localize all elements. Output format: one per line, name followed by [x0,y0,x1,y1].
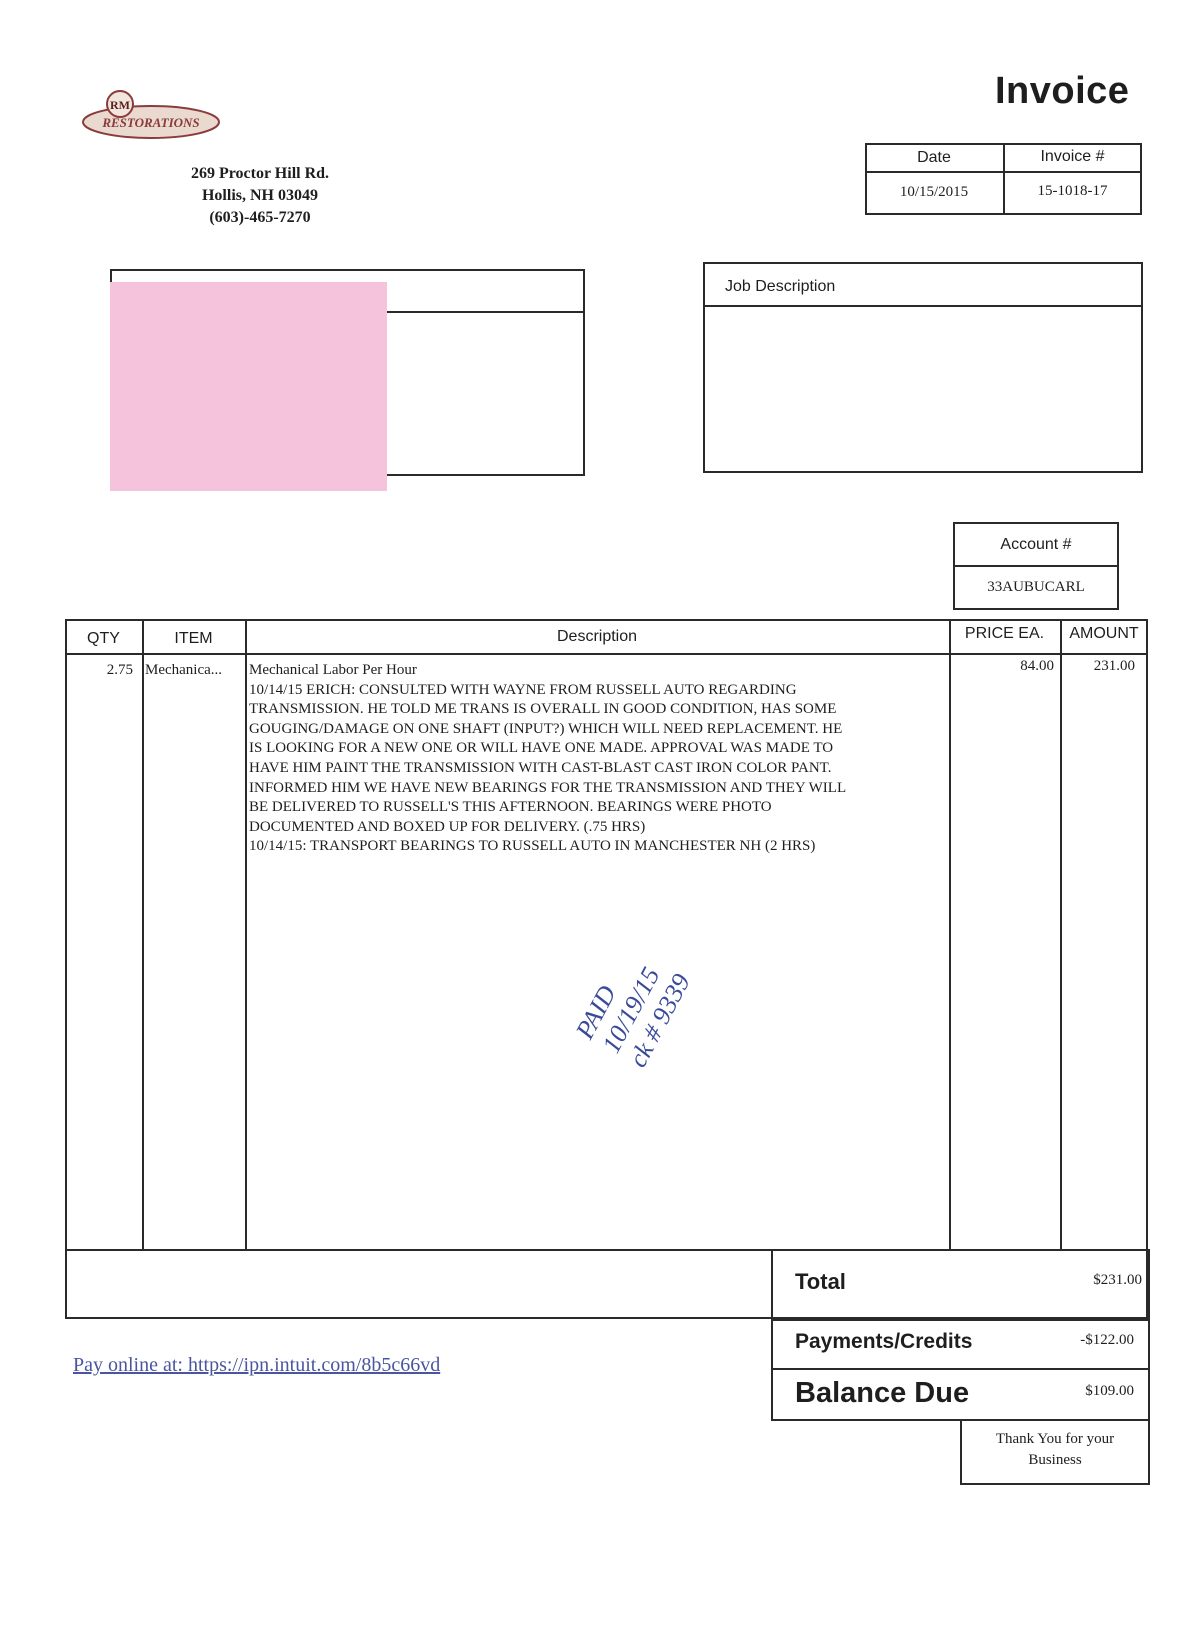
balance-due-value: $109.00 [1085,1383,1134,1399]
svg-text:RESTORATIONS: RESTORATIONS [102,115,200,130]
invoice-number-label: Invoice # [1040,148,1105,165]
company-logo [80,86,222,146]
company-phone: (603)-465-7270 [209,209,311,226]
redaction-patch [110,282,387,491]
payments-credits-label: Payments/Credits [795,1330,973,1353]
description-line: IS LOOKING FOR A NEW ONE OR WILL HAVE ONE MADE. APPROVAL WAS MADE TO [249,740,834,757]
description-line: GOUGING/DAMAGE ON ONE SHAFT (INPUT?) WHICH WILL NEED REPLACEMENT. HE [249,720,843,737]
description-line: TRANSMISSION. HE TOLD ME TRANS IS OVERALL IN GOOD CONDITION, HAS SOME [249,701,837,718]
description-line: BE DELIVERED TO RUSSELL'S THIS AFTERNOON. BEARINGS WERE PHOTO [249,799,772,816]
description-line: DOCUMENTED AND BOXED UP FOR DELIVERY. (.75 HRS) [249,818,646,835]
table-cell-description [249,661,949,857]
company-address-line2: Hollis, NH 03049 [201,187,318,204]
handwritten-paid-note: PAID 10/19/15 ck # 9339 [570,962,697,1072]
total-label: Total [795,1269,846,1294]
pay-online-link[interactable]: Pay online at: https://ipn.intuit.com/8b5c66vd [73,1354,441,1376]
thank-you-line1: Thank You for your [995,1431,1115,1447]
job-description-label: Job Description [725,278,836,295]
total-value: $231.00 [1093,1272,1142,1288]
date-label: Date [917,149,951,166]
balance-due-label: Balance Due [795,1377,970,1409]
column-header-item: ITEM [174,630,213,647]
invoice-title: Invoice [995,70,1130,112]
table-cell-amount: 231.00 [1093,658,1135,674]
column-header-price-each: PRICE EA. [964,625,1045,642]
table-cell-qty: 2.75 [106,662,133,678]
account-value: 33AUBUCARL [987,579,1085,595]
table-cell-price-each: 84.00 [1020,658,1054,674]
payments-credits-value: -$122.00 [1080,1332,1134,1348]
column-header-qty: QTY [87,630,120,647]
description-line: HAVE HIM PAINT THE TRANSMISSION WITH CAST-BLAST CAST IRON COLOR PANT. [249,759,832,776]
column-header-amount: AMOUNT [1069,625,1139,642]
description-line: 10/14/15: TRANSPORT BEARINGS TO RUSSELL AUTO IN MANCHESTER NH (2 HRS) [249,838,816,855]
table-cell-item: Mechanica... [145,662,223,678]
column-header-description: Description [556,628,638,645]
date-value: 10/15/2015 [899,184,969,200]
thank-you-line2: Business [1028,1452,1082,1468]
invoice-number-value: 15-1018-17 [1037,183,1108,199]
description-line: INFORMED HIM WE HAVE NEW BEARINGS FOR THE TRANSMISSION AND THEY WILL [249,779,847,796]
description-line: 10/14/15 ERICH: CONSULTED WITH WAYNE FROM RUSSELL AUTO REGARDING [249,681,797,698]
company-address-line1: 269 Proctor Hill Rd. [190,165,330,182]
account-label: Account # [1000,536,1072,553]
svg-text:RM: RM [110,98,130,112]
description-line: Mechanical Labor Per Hour [249,662,417,678]
